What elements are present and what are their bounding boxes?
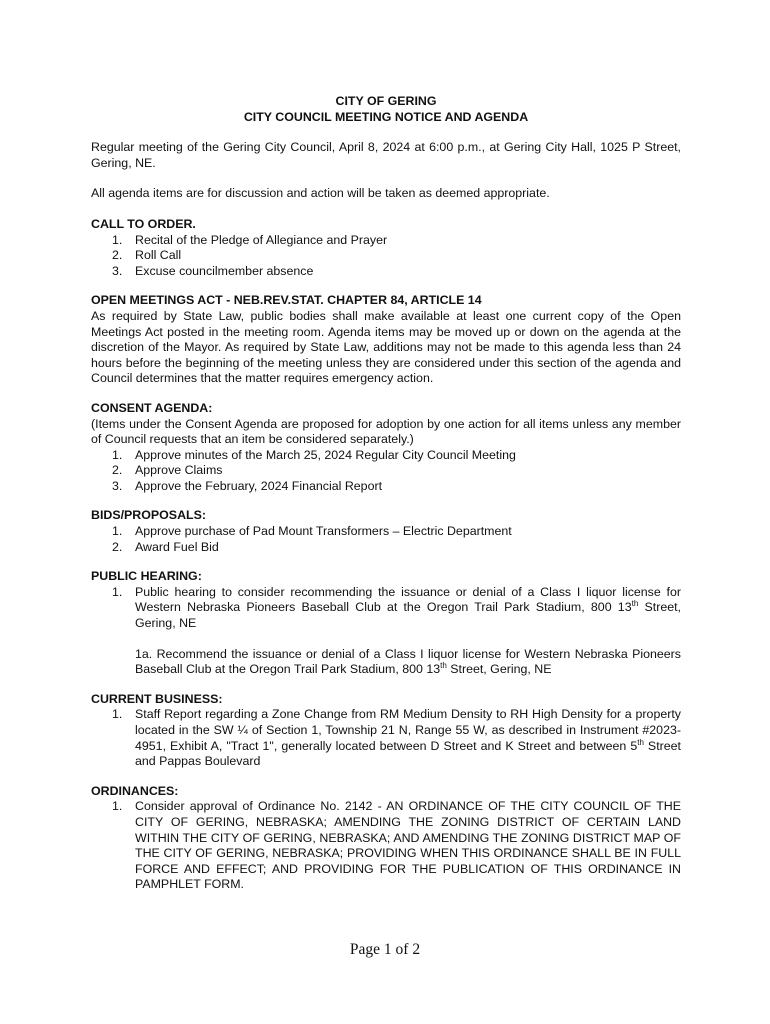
public-hearing-heading: PUBLIC HEARING: [91, 569, 202, 584]
open-meetings-heading: OPEN MEETINGS ACT - NEB.REV.STAT. CHAPTER 84, ARTICLE 14 [91, 293, 482, 308]
list-item: 1. Recital of the Pledge of Allegiance and Prayer [112, 232, 388, 247]
meeting-intro: Regular meeting of the Gering City Council, April 8, 2024 at 6:00 p.m., at Gering City Hall, 1025 P Street, Gering, NE. [91, 140, 681, 170]
open-meetings-text: As required by State Law, public bodies shall make available at least one current copy of the Open Meetings Act posted in the meeting room. Agenda items may be moved up or down on the agenda at the discretion of the Mayor. As required by State Law, additions may not be made to this agenda less than 24 hours before the beginning of the meeting unless they are considered under this section of the agenda and Council determines that the matter requires emergency action. [91, 308, 681, 386]
public-hearing-subitem: 1a. Recommend the issuance or denial of a Class I liquor license for Western Nebraska Pioneers Baseball Club at the Oregon Trail Park Stadium, 800 13th Street, Gering, NE [135, 646, 681, 677]
call-to-order-list [91, 233, 681, 280]
list-item: 3. Excuse councilmember absence [112, 263, 314, 278]
current-business-list [91, 707, 681, 769]
list-item: 1. Consider approval of Ordinance No. 2142 - AN ORDINANCE OF THE CITY COUNCIL OF THE CITY OF GERING, NEBRASKA; AMENDING THE ZONING DISTRICT OF CERTAIN LAND WITHIN THE CITY OF GERING, NEBRASKA; AND AMENDING THE ZONING DISTRICT MAP OF THE CITY OF GERING, NEBRASKA; PROVIDING WHEN THIS ORDINANCE SHALL BE IN FULL FORCE AND EFFECT; AND PROVIDING FOR THE PUBLICATION OF THIS ORDINANCE IN PAMPHLET FORM. [112, 799, 681, 892]
agenda-content [91, 94, 681, 893]
city-name: CITY OF GERING [335, 94, 437, 108]
consent-agenda-heading: CONSENT AGENDA: [91, 400, 213, 415]
document-title: CITY COUNCIL MEETING NOTICE AND AGENDA [243, 109, 529, 124]
bids-list [91, 524, 681, 555]
list-item: 1. Public hearing to consider recommending the issuance or denial of a Class I liquor license for Western Nebraska Pioneers Baseball Club at the Oregon Trail Park Stadium, 800 13th Street, Gering, NE [112, 584, 681, 631]
current-business-heading: CURRENT BUSINESS: [91, 691, 223, 706]
list-item: 3. Approve the February, 2024 Financial Report [112, 478, 383, 493]
list-item: 1. Approve minutes of the March 25, 2024 Regular City Council Meeting [112, 447, 516, 462]
bids-heading: BIDS/PROPOSALS: [91, 508, 206, 523]
ordinances-list [91, 799, 681, 893]
consent-agenda-text: (Items under the Consent Agenda are proposed for adoption by one action for all items unless any member of Council requests that an item be considered separately.) [91, 416, 681, 447]
list-item: 1. Staff Report regarding a Zone Change from RM Medium Density to RH High Density for a property located in the SW ¼ of Section 1, Township 21 N, Range 55 W, as described in Instrument #2023-4951, Exhibit A, "Tract 1", generally located between D Street and K Street and between 5th Street and Pappas Boulevard [112, 707, 681, 769]
list-item: 2. Award Fuel Bid [112, 539, 219, 554]
agenda-note: All agenda items are for discussion and action will be taken as deemed appropriate. [91, 186, 550, 201]
list-item: 2. Roll Call [112, 248, 182, 263]
consent-agenda-list [91, 448, 681, 495]
ordinances-heading: ORDINANCES: [91, 783, 179, 798]
public-hearing-list [91, 585, 681, 632]
call-to-order-heading: CALL TO ORDER. [91, 216, 196, 231]
list-item: 2. Approve Claims [112, 463, 223, 478]
list-item: 1. Approve purchase of Pad Mount Transformers – Electric Department [112, 524, 512, 539]
page-number: Page 1 of 2 [349, 941, 421, 958]
